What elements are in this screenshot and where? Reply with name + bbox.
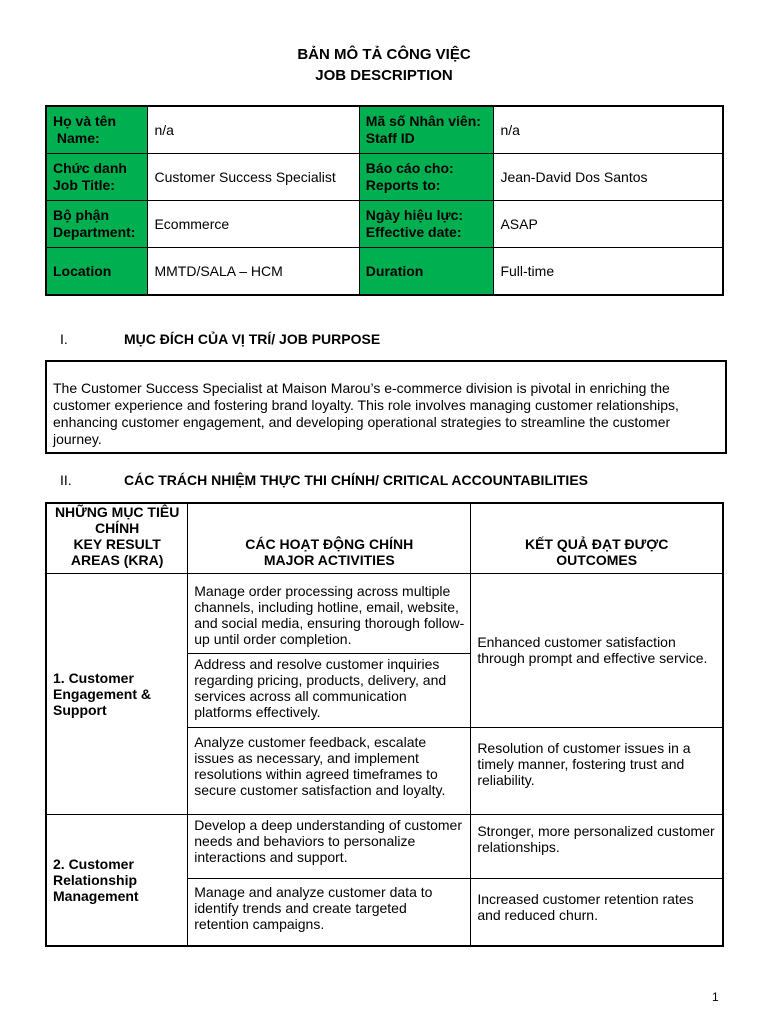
job-title-label: Chức danh Job Title: xyxy=(46,154,148,201)
reports-to-label: Báo cáo cho: Reports to: xyxy=(359,154,494,201)
department-value: Ecommerce xyxy=(148,201,359,248)
info-row xyxy=(46,201,723,248)
section-1-number: I. xyxy=(60,331,68,347)
outcome-cell: Resolution of customer issues in a timely manner, fostering trust and reliability. xyxy=(471,727,723,814)
header-row xyxy=(46,503,723,573)
activity-cell: Analyze customer feedback, escalate issues as necessary, and implement resolutions within agreed timeframes to secure customer satisfaction and loyalty. xyxy=(188,727,471,814)
department-label: Bộ phận Department: xyxy=(46,201,148,248)
accountabilities-table xyxy=(45,502,724,947)
name-value: n/a xyxy=(148,106,359,154)
job-title-value: Customer Success Specialist xyxy=(148,154,359,201)
job-purpose-box: The Customer Success Specialist at Maison Marou’s e-commerce division is pivotal in enriching the customer experience and fostering brand loyalty. This role involves managing customer relationships, enhancing customer engagement, and developing operational strategies to streamline the customer journey. xyxy=(45,360,727,454)
info-row xyxy=(46,248,723,296)
effective-date-value: ASAP xyxy=(494,201,723,248)
table-row xyxy=(46,814,723,878)
section-1-title: MỤC ĐÍCH CỦA VỊ TRÍ/ JOB PURPOSE xyxy=(124,331,381,347)
activity-cell: Manage and analyze customer data to identify trends and create targeted retention campaigns. xyxy=(188,878,471,946)
page-number: 1 xyxy=(712,990,719,1004)
outcome-cell: Increased customer retention rates and reduced churn. xyxy=(471,878,723,946)
kra-area-2: 2. Customer Relationship Management xyxy=(46,814,188,946)
employee-info-table xyxy=(45,105,724,296)
section-2-title: CÁC TRÁCH NHIỆM THỰC THI CHÍNH/ CRITICAL ACCOUNTABILITIES xyxy=(124,472,588,488)
outcomes-header: KẾT QUẢ ĐẠT ĐƯỢC OUTCOMES xyxy=(471,503,723,573)
section-2-number: II. xyxy=(60,472,72,488)
effective-date-label: Ngày hiệu lực: Effective date: xyxy=(359,201,494,248)
info-row xyxy=(46,154,723,201)
activity-cell: Address and resolve customer inquiries regarding pricing, products, delivery, and services across all communication platforms effectively. xyxy=(188,653,471,727)
table-row xyxy=(46,573,723,653)
info-row xyxy=(46,106,723,154)
staff-id-label: Mã số Nhân viên: Staff ID xyxy=(359,106,494,154)
reports-to-value: Jean-David Dos Santos xyxy=(494,154,723,201)
name-label: Họ và tên Name: xyxy=(46,106,148,154)
location-label: Location xyxy=(46,248,148,296)
duration-label: Duration xyxy=(359,248,494,296)
activities-header: CÁC HOẠT ĐỘNG CHÍNH MAJOR ACTIVITIES xyxy=(188,503,471,573)
outcome-cell: Enhanced customer satisfaction through prompt and effective service. xyxy=(471,573,723,727)
duration-value: Full-time xyxy=(494,248,723,296)
document-title-en: JOB DESCRIPTION xyxy=(315,67,453,84)
staff-id-value: n/a xyxy=(494,106,723,154)
activity-cell: Manage order processing across multiple channels, including hotline, email, website, and social media, ensuring thorough follow-up until order completion. xyxy=(188,573,471,653)
activity-cell: Develop a deep understanding of customer needs and behaviors to personalize interactions and support. xyxy=(188,814,471,878)
kra-header: NHỮNG MỤC TIÊU CHÍNH KEY RESULT AREAS (KRA) xyxy=(46,503,188,573)
document-title-vn: BẢN MÔ TẢ CÔNG VIỆC xyxy=(297,46,471,63)
location-value: MMTD/SALA – HCM xyxy=(148,248,359,296)
outcome-cell: Stronger, more personalized customer relationships. xyxy=(471,814,723,878)
kra-area-1: 1. Customer Engagement & Support xyxy=(46,573,188,814)
